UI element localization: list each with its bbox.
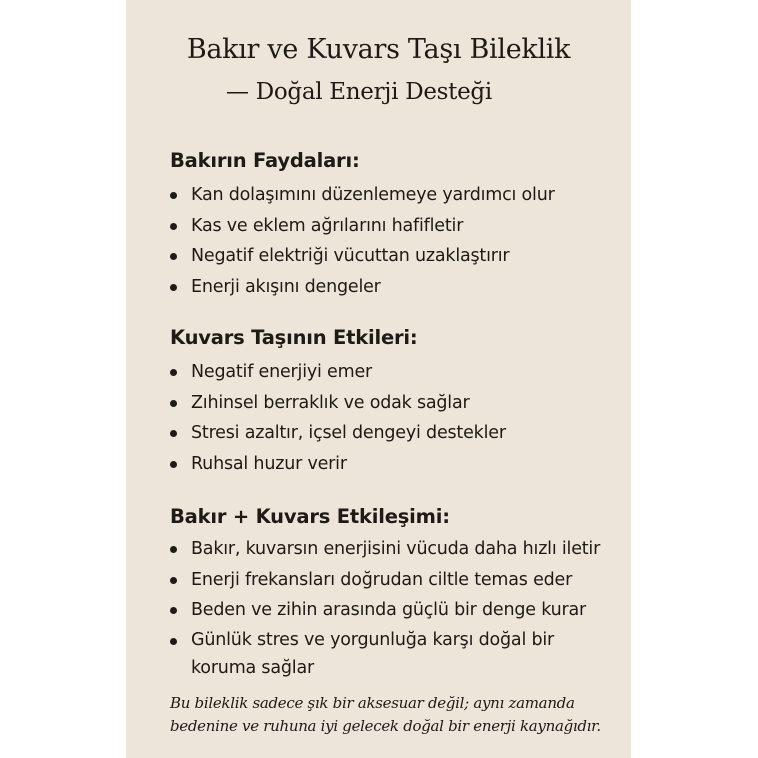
list-item: Beden ve zihin arasında güçlü bir denge kurar [170,595,611,626]
quartz-effects-list [170,357,506,479]
bullet-icon [170,546,177,553]
card-subtitle: — Doğal Enerji Desteği [226,79,492,105]
interaction-list [170,534,611,682]
copper-benefits-list [170,180,555,302]
list-item: Ruhsal huzur verir [170,449,506,480]
list-item: Kan dolaşımını düzenlemeye yardımcı olur [170,180,555,211]
bullet-icon [170,284,177,291]
bullet-icon [170,400,177,407]
bullet-icon [170,223,177,230]
bullet-icon [170,607,177,614]
list-item: Zıhinsel berraklık ve odak sağlar [170,388,506,419]
bullet-icon [170,253,177,260]
section-title-copper-quartz-interaction: Bakır + Kuvars Etkileşimi: [170,505,450,528]
section-title-quartz-effects: Kuvars Taşının Etkileri: [170,326,418,349]
bullet-icon [170,577,177,584]
bullet-icon [170,430,177,437]
list-item: Enerji akışını dengeler [170,272,555,303]
list-item: Stresi azaltır, içsel dengeyi destekler [170,418,506,449]
list-item: Günlük stres ve yorgunluğa karşı doğal bir koruma sağlar [170,626,611,682]
bullet-icon [170,461,177,468]
card-title: Bakır ve Kuvars Taşı Bileklik [186,34,571,65]
footer-note: Bu bileklik sadece şık bir aksesuar değil; aynı zamanda bedenine ve ruhuna iyi gelecek doğal bir enerji kaynağıdır. [170,694,601,735]
list-item: Enerji frekansları doğrudan ciltle temas eder [170,565,611,596]
bullet-icon [170,192,177,199]
product-info-card [126,0,631,758]
list-item: Kas ve eklem ağrılarını hafifletir [170,211,555,242]
section-title-copper-benefits: Bakırın Faydaları: [170,149,360,172]
list-item: Bakır, kuvarsın enerjisini vücuda daha hızlı iletir [170,534,611,565]
list-item: Negatif elektriği vücuttan uzaklaştırır [170,241,555,272]
list-item: Negatif enerjiyi emer [170,357,506,388]
bullet-icon [170,638,177,645]
bullet-icon [170,369,177,376]
